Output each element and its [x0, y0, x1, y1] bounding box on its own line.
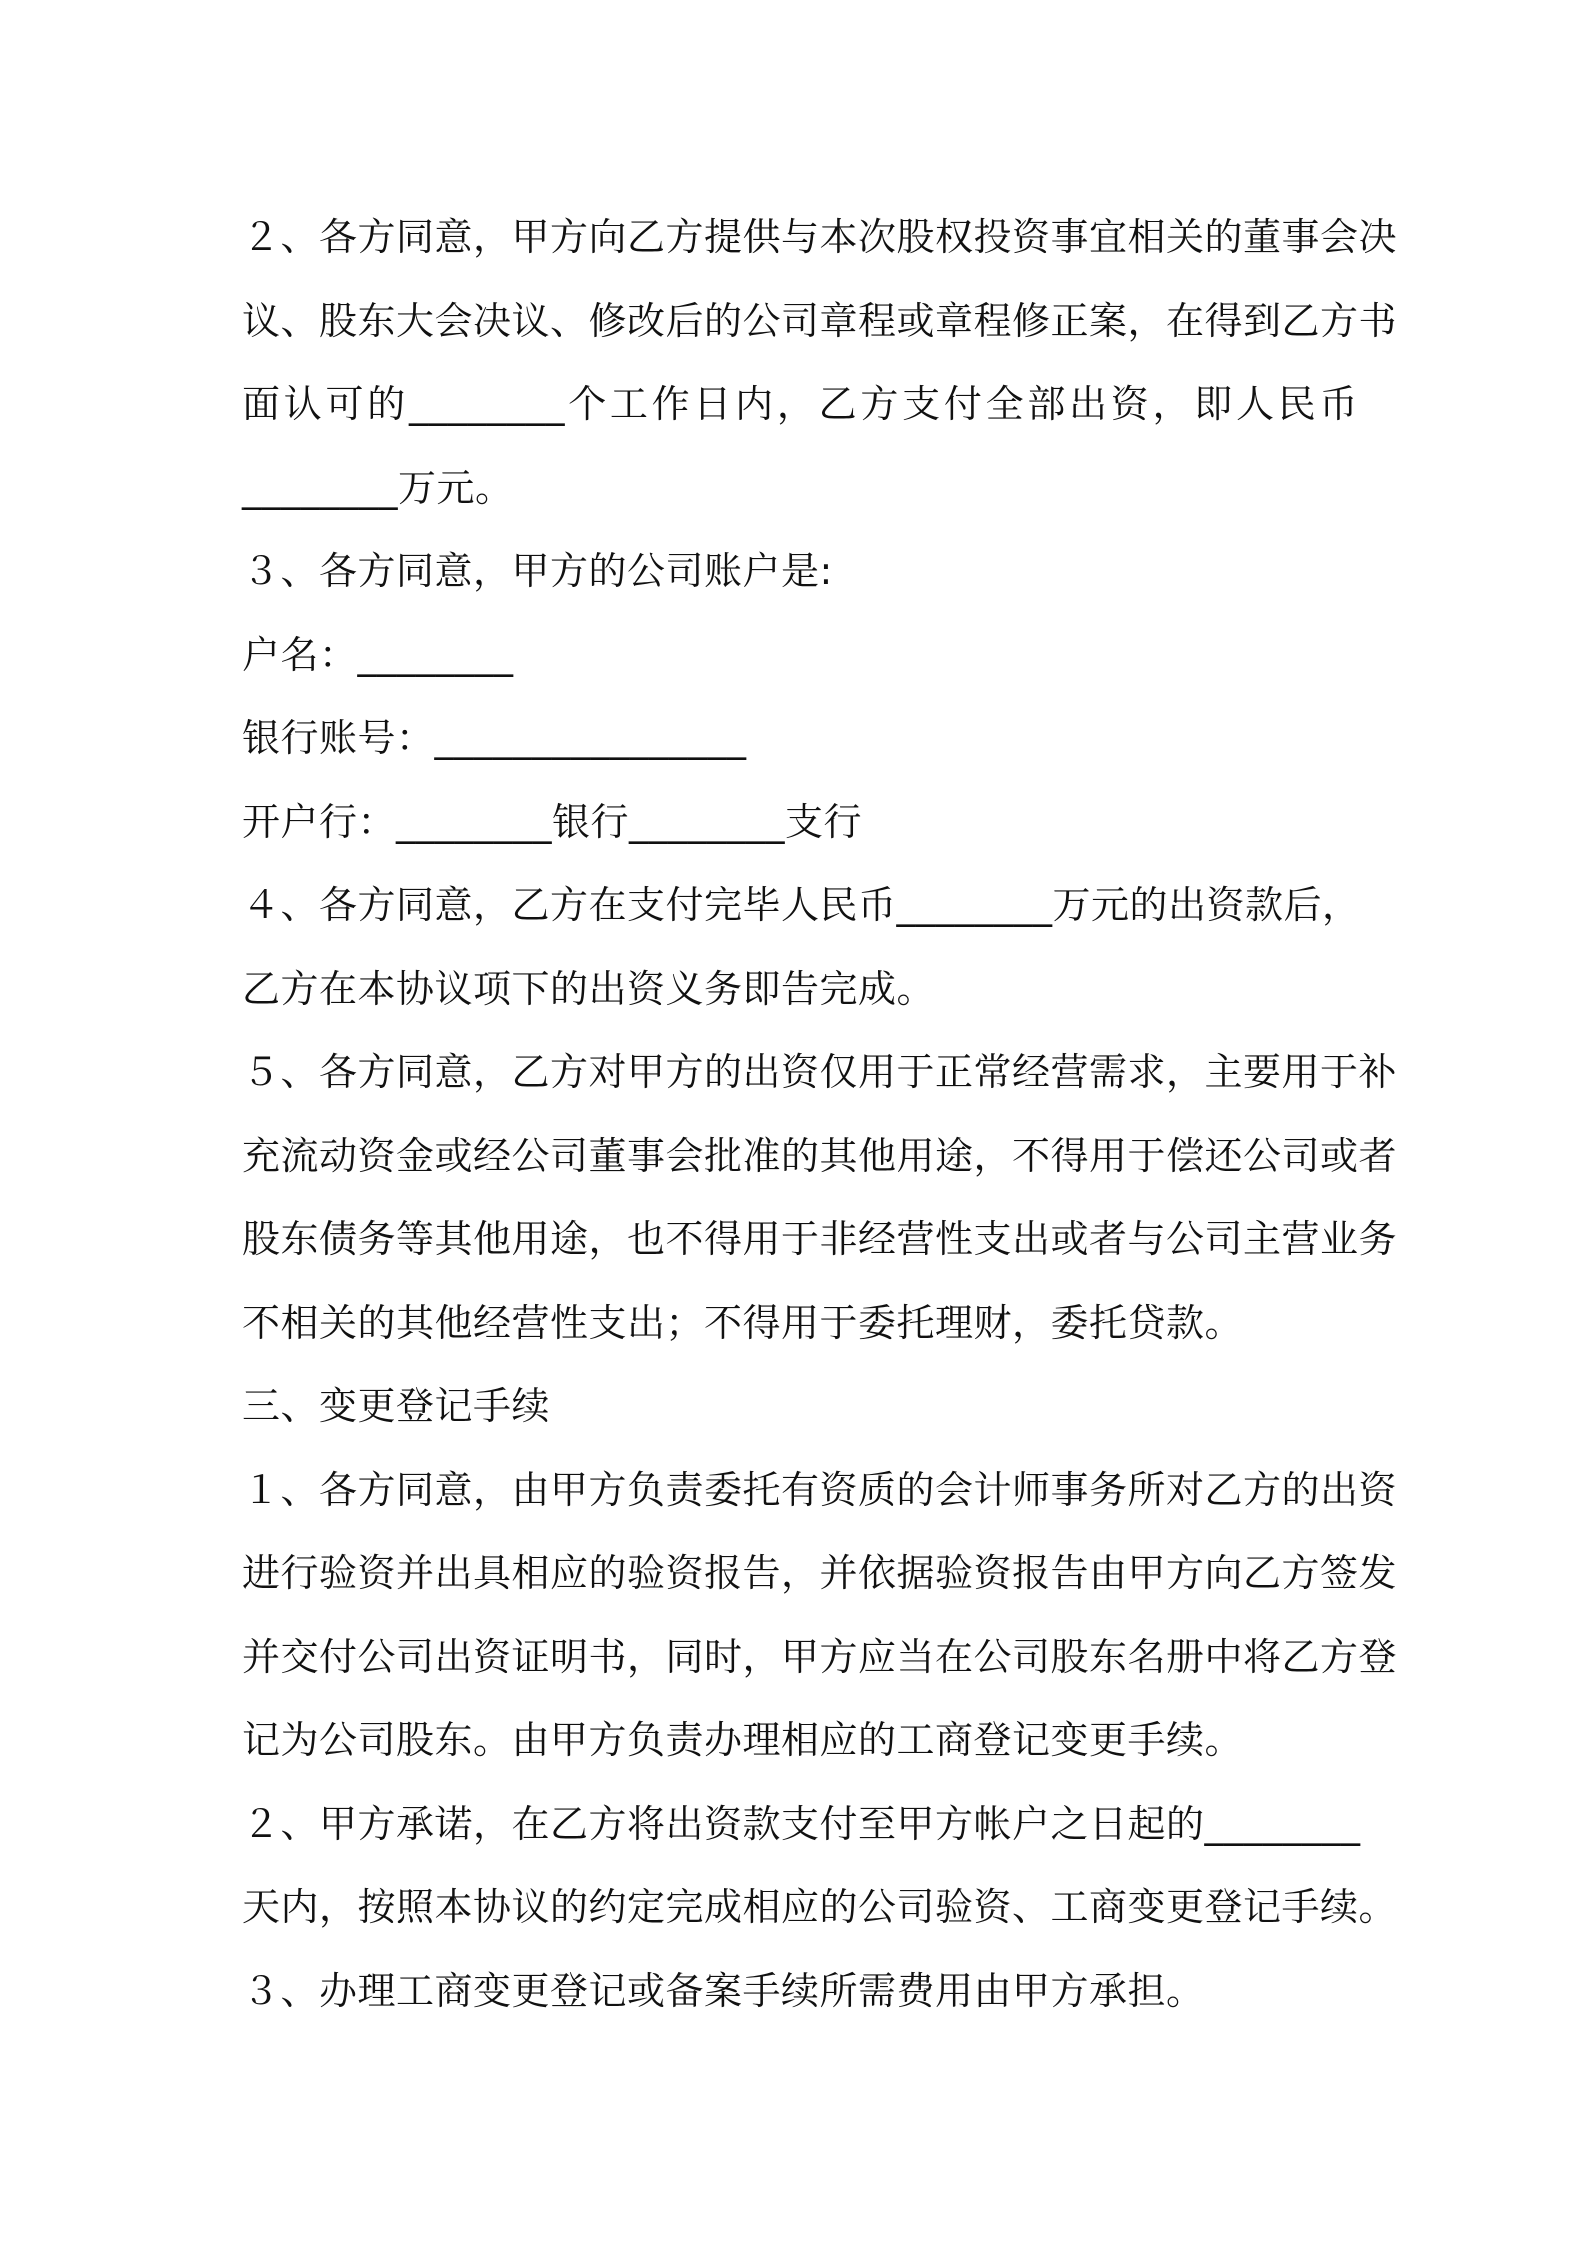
text-line: 股东债务等其他用途，也不得用于非经营性支出或者与公司主营业务 — [242, 1217, 1398, 1261]
document-body — [242, 196, 1398, 2033]
text-line: 户名：________ — [242, 632, 514, 677]
text-line: ４、各方同意，乙方在支付完毕人民币________万元的出资款后， — [242, 883, 1361, 927]
text-line: ３、办理工商变更登记或备案手续所需费用由甲方承担。 — [242, 1968, 1205, 2013]
text-line: 议、股东大会决议、修改后的公司章程或章程修正案，在得到乙方书 — [242, 298, 1398, 343]
text-line: ________万元。 — [242, 465, 514, 510]
text-line: 开户行：________银行________支行 — [242, 799, 863, 844]
text-line: １、各方同意，由甲方负责委托有资质的会计师事务所对乙方的出资 — [242, 1467, 1398, 1512]
text-line: 并交付公司出资证明书，同时，甲方应当在公司股东名册中将乙方登 — [242, 1634, 1398, 1679]
text-line: ３、各方同意，甲方的公司账户是: — [242, 549, 833, 593]
section-heading: 三、变更登记手续 — [242, 1384, 551, 1428]
text-line: 乙方在本协议项下的出资义务即告完成。 — [242, 966, 936, 1011]
text-line: 银行账号：________________ — [242, 716, 747, 760]
text-line: 记为公司股东。由甲方负责办理相应的工商登记变更手续。 — [242, 1718, 1244, 1762]
text-line: ２、各方同意，甲方向乙方提供与本次股权投资事宜相关的董事会决 — [242, 215, 1398, 259]
text-line: 面认可的________个工作日内，乙方支付全部出资，即人民币 — [242, 382, 1358, 426]
text-line: ５、各方同意，乙方对甲方的出资仅用于正常经营需求，主要用于补 — [242, 1050, 1398, 1094]
text-line: ２、甲方承诺，在乙方将出资款支付至甲方帐户之日起的________ — [242, 1801, 1361, 1846]
text-line: 不相关的其他经营性支出；不得用于委托理财，委托贷款。 — [242, 1300, 1244, 1345]
text-line: 充流动资金或经公司董事会批准的其他用途，不得用于偿还公司或者 — [242, 1133, 1398, 1178]
text-line: 天内，按照本协议的约定完成相应的公司验资、工商变更登记手续。 — [242, 1885, 1398, 1929]
text-line: 进行验资并出具相应的验资报告，并依据验资报告由甲方向乙方签发 — [242, 1551, 1398, 1595]
